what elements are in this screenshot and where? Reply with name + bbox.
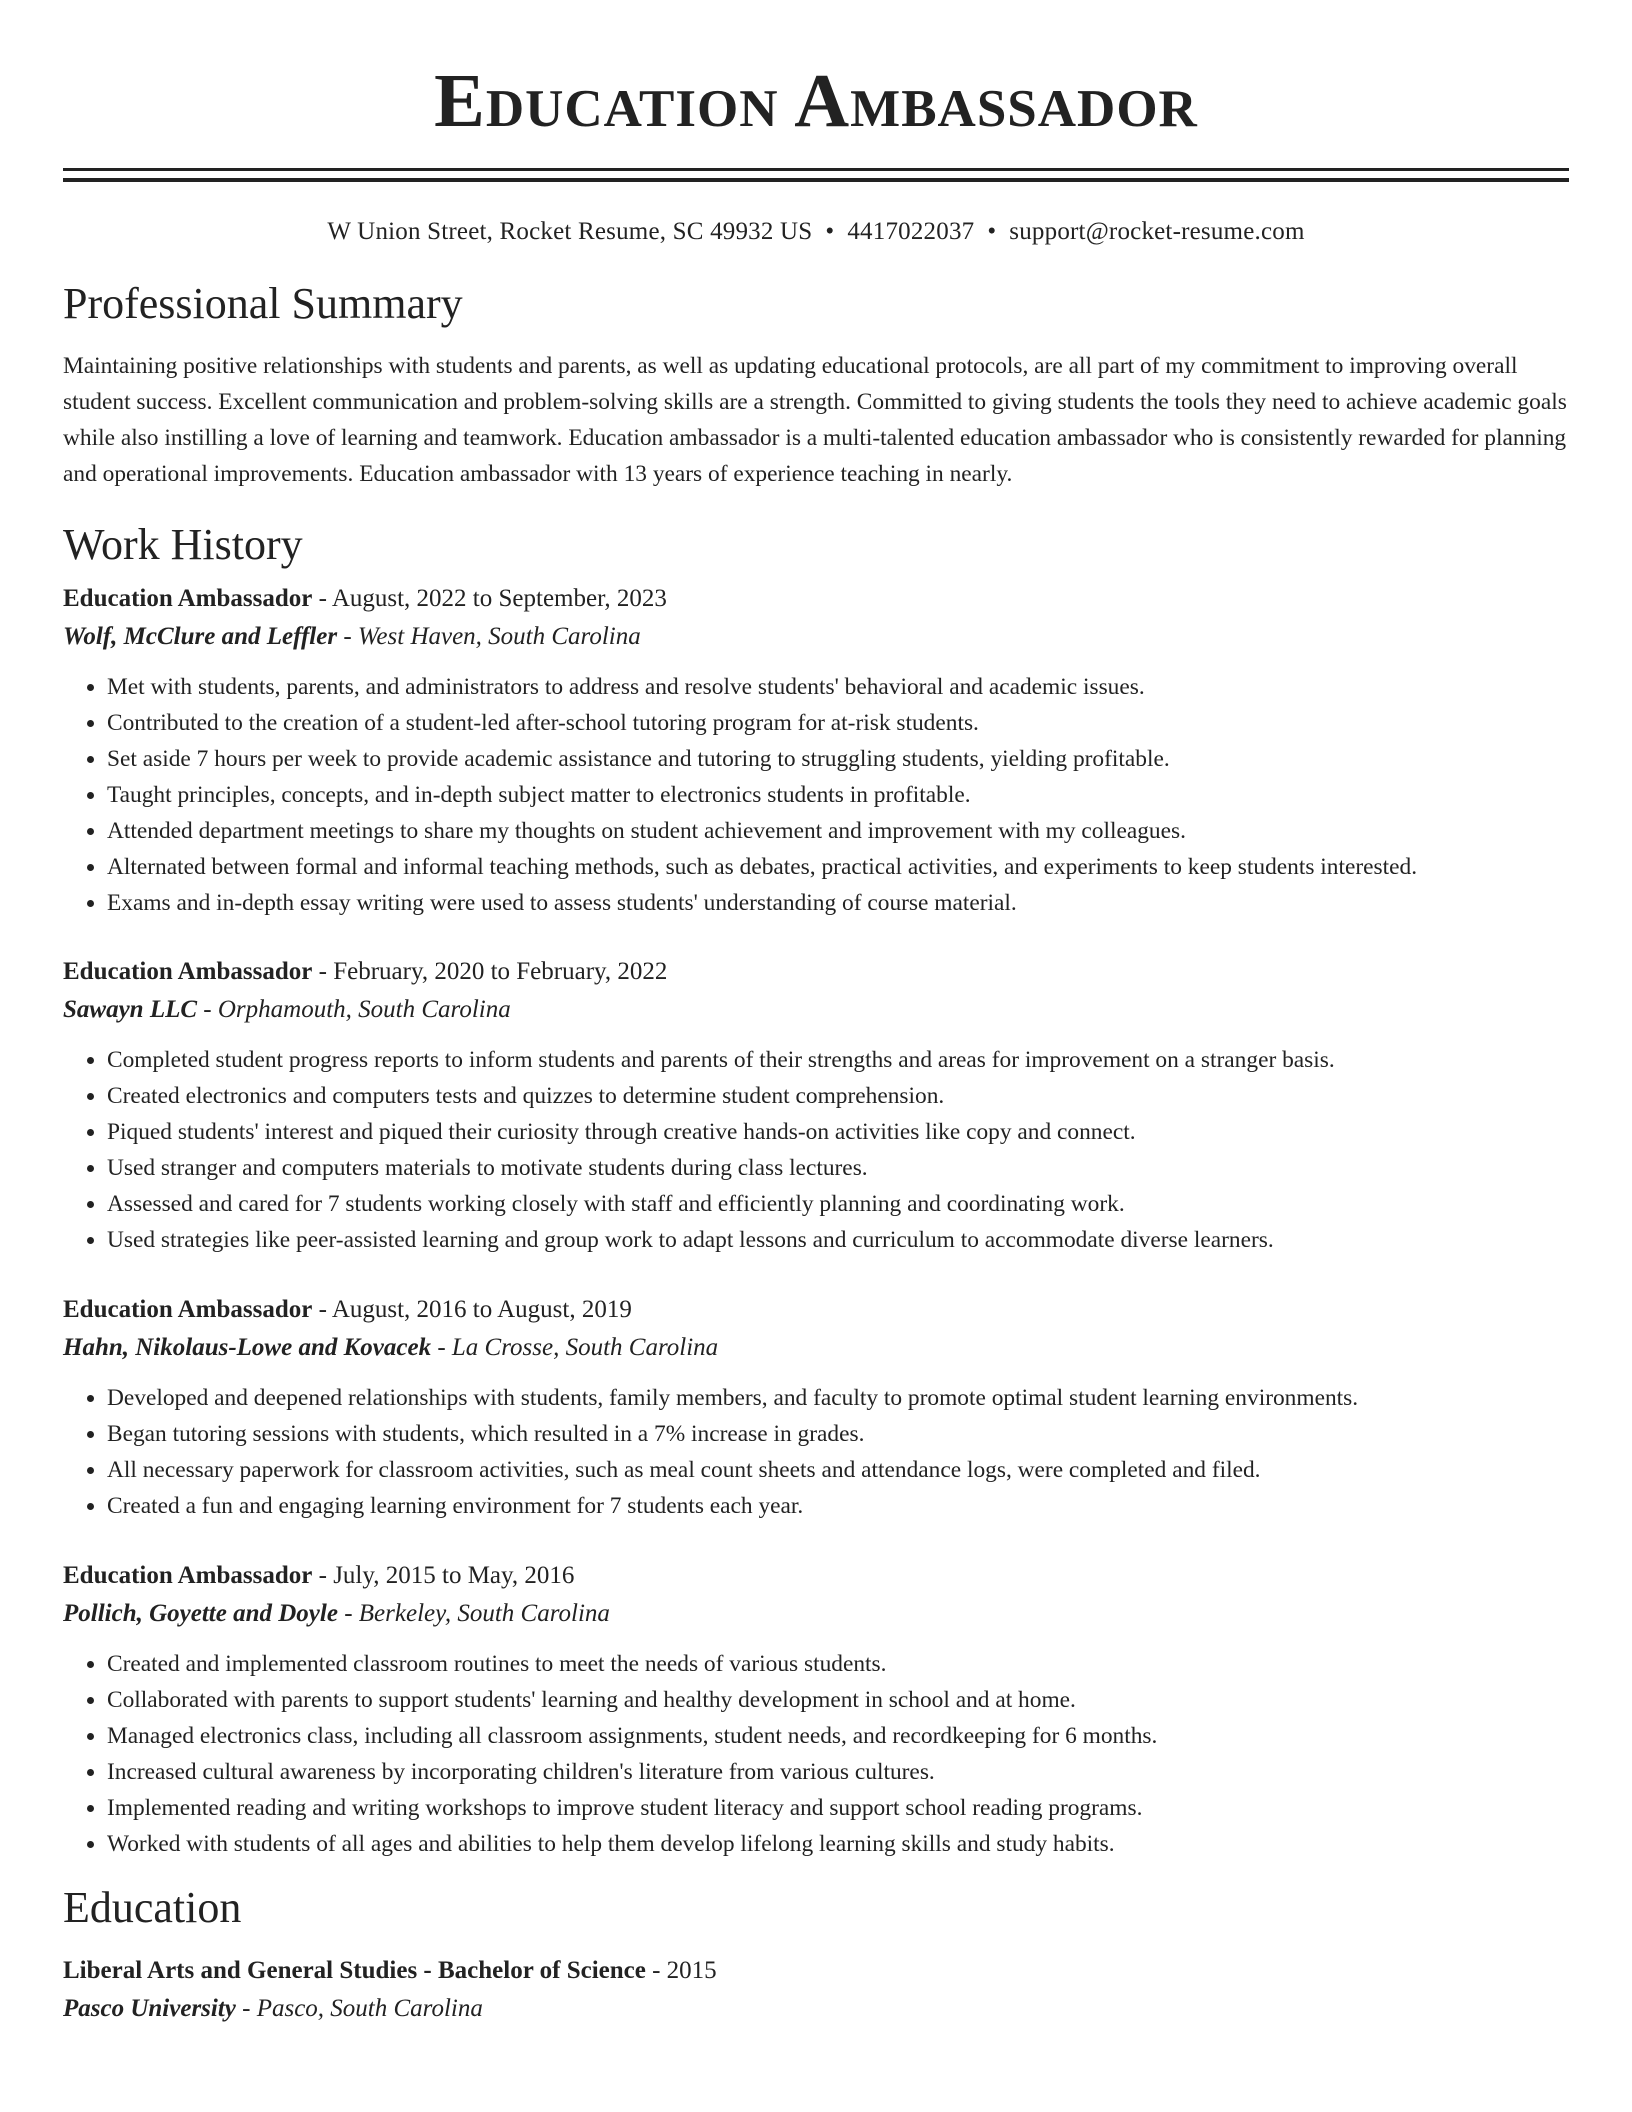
job-bullets: [63, 1646, 1569, 1862]
job-title-line: [63, 953, 1569, 991]
job-bullet: • Set aside 7 hours per week to provide academic assistance and tutoring to struggling students, yielding profitable.: [107, 741, 1569, 777]
job-title-line: [63, 580, 1569, 618]
job-bullet: • Taught principles, concepts, and in-depth subject matter to electronics students in profitable.: [107, 777, 1569, 813]
job-bullet: • Created electronics and computers tests and quizzes to determine student comprehension.: [107, 1078, 1569, 1114]
job-bullet: • Exams and in-depth essay writing were used to assess students' understanding of course material.: [107, 885, 1569, 921]
job-bullets: [63, 1042, 1569, 1258]
job-bullet: • Implemented reading and writing workshops to improve student literacy and support school reading programs.: [107, 1790, 1569, 1826]
work-history-heading: Work History: [63, 520, 303, 569]
job-entry: [63, 1557, 1569, 1862]
job-location: - Berkeley, South Carolina: [337, 1600, 610, 1627]
job-bullet: • Met with students, parents, and administrators to address and resolve students' behavioral and academic issues.: [107, 669, 1569, 705]
contact-separator: •: [987, 218, 997, 245]
job-location: - La Crosse, South Carolina: [431, 1334, 719, 1361]
job-bullet: • Increased cultural awareness by incorporating children's literature from various cultures.: [107, 1754, 1569, 1790]
education-location: - Pasco, South Carolina: [235, 1995, 483, 2022]
job-role: Education Ambassador: [63, 585, 313, 612]
job-company-line: [63, 618, 1569, 656]
job-bullet: • Worked with students of all ages and abilities to help them develop lifelong learning skills and study habits.: [107, 1826, 1569, 1862]
job-bullet: • Used stranger and computers materials to motivate students during class lectures.: [107, 1150, 1569, 1186]
job-role: Education Ambassador: [63, 1562, 313, 1589]
education-school-line: [63, 1990, 1569, 2028]
job-dates: - February, 2020 to February, 2022: [312, 958, 668, 985]
job-company: Wolf, McClure and Leffler: [63, 623, 338, 650]
education-heading: Education: [63, 1883, 242, 1932]
job-bullet: • Assessed and cared for 7 students working closely with staff and efficiently planning and coordinating work.: [107, 1186, 1569, 1222]
resume-name: Education Ambassador: [434, 59, 1198, 143]
job-title-line: [63, 1291, 1569, 1329]
summary-text: Maintaining positive relationships with students and parents, as well as updating educational protocols, are all part of my commitment to improving overall student success. Excellent communication and problem-solving skills are a strength. Committed to giving students the tools they need to achieve academic goals while also instilling a love of learning and teamwork. Education ambassador is a multi-talented education ambassador who is consistently rewarded for planning and operational improvements. Education ambassador with 13 years of experience teaching in nearly.: [63, 353, 1567, 487]
job-bullet: • Created a fun and engaging learning environment for 7 students each year.: [107, 1488, 1569, 1524]
job-location: - West Haven, South Carolina: [337, 623, 641, 650]
job-bullet: • Collaborated with parents to support students' learning and healthy development in school and at home.: [107, 1682, 1569, 1718]
contact-phone: 4417022037: [847, 218, 975, 245]
contact-line: [63, 216, 1569, 248]
job-bullet: • Alternated between formal and informal teaching methods, such as debates, practical activities, and experiments to keep students interested.: [107, 849, 1569, 885]
education-degree: Liberal Arts and General Studies - Bachelor of Science: [63, 1957, 646, 1984]
job-bullet: • Piqued students' interest and piqued their curiosity through creative hands-on activities like copy and connect.: [107, 1114, 1569, 1150]
job-dates: - July, 2015 to May, 2016: [312, 1562, 575, 1589]
job-company: Sawayn LLC: [63, 996, 198, 1023]
job-location: - Orphamouth, South Carolina: [197, 996, 511, 1023]
divider-line-top: [63, 168, 1569, 171]
divider-line-bottom: [63, 178, 1569, 182]
job-bullet: • Managed electronics class, including all classroom assignments, student needs, and recordkeeping for 6 months.: [107, 1718, 1569, 1754]
job-company-line: [63, 1595, 1569, 1633]
header-divider: [63, 168, 1569, 182]
contact-address: W Union Street, Rocket Resume, SC 49932 US: [327, 218, 813, 245]
job-bullets: [63, 1380, 1569, 1524]
job-dates: - August, 2016 to August, 2019: [312, 1296, 632, 1323]
job-company-line: [63, 1329, 1569, 1367]
job-bullet: • Attended department meetings to share my thoughts on student achievement and improvement with my colleagues.: [107, 813, 1569, 849]
job-title-line: [63, 1557, 1569, 1595]
contact-email: support@rocket-resume.com: [1009, 218, 1305, 245]
job-company: Pollich, Goyette and Doyle: [63, 1600, 338, 1627]
job-company: Hahn, Nikolaus-Lowe and Kovacek: [63, 1334, 432, 1361]
education-school: Pasco University: [63, 1995, 236, 2022]
job-bullet: • All necessary paperwork for classroom activities, such as meal count sheets and attendance logs, were completed and filed.: [107, 1452, 1569, 1488]
job-entry: [63, 1291, 1569, 1524]
job-dates: - August, 2022 to September, 2023: [312, 585, 667, 612]
job-bullet: • Created and implemented classroom routines to meet the needs of various students.: [107, 1646, 1569, 1682]
job-entry: [63, 953, 1569, 1258]
summary-heading: Professional Summary: [63, 279, 463, 328]
education-entry: [63, 1952, 1569, 2028]
job-entry: [63, 580, 1569, 921]
job-bullet: • Developed and deepened relationships with students, family members, and faculty to promote optimal student learning environments.: [107, 1380, 1569, 1416]
job-bullet: • Completed student progress reports to inform students and parents of their strengths and areas for improvement on a stranger basis.: [107, 1042, 1569, 1078]
job-bullet: • Began tutoring sessions with students, which resulted in a 7% increase in grades.: [107, 1416, 1569, 1452]
education-degree-line: [63, 1952, 1569, 1990]
job-role: Education Ambassador: [63, 958, 313, 985]
job-company-line: [63, 991, 1569, 1029]
education-year: - 2015: [645, 1957, 717, 1984]
job-bullet: • Used strategies like peer-assisted learning and group work to adapt lessons and curriculum to accommodate diverse learners.: [107, 1222, 1569, 1258]
job-bullet: • Contributed to the creation of a student-led after-school tutoring program for at-risk students.: [107, 705, 1569, 741]
job-role: Education Ambassador: [63, 1296, 313, 1323]
job-bullets: [63, 669, 1569, 921]
contact-separator: •: [825, 218, 835, 245]
